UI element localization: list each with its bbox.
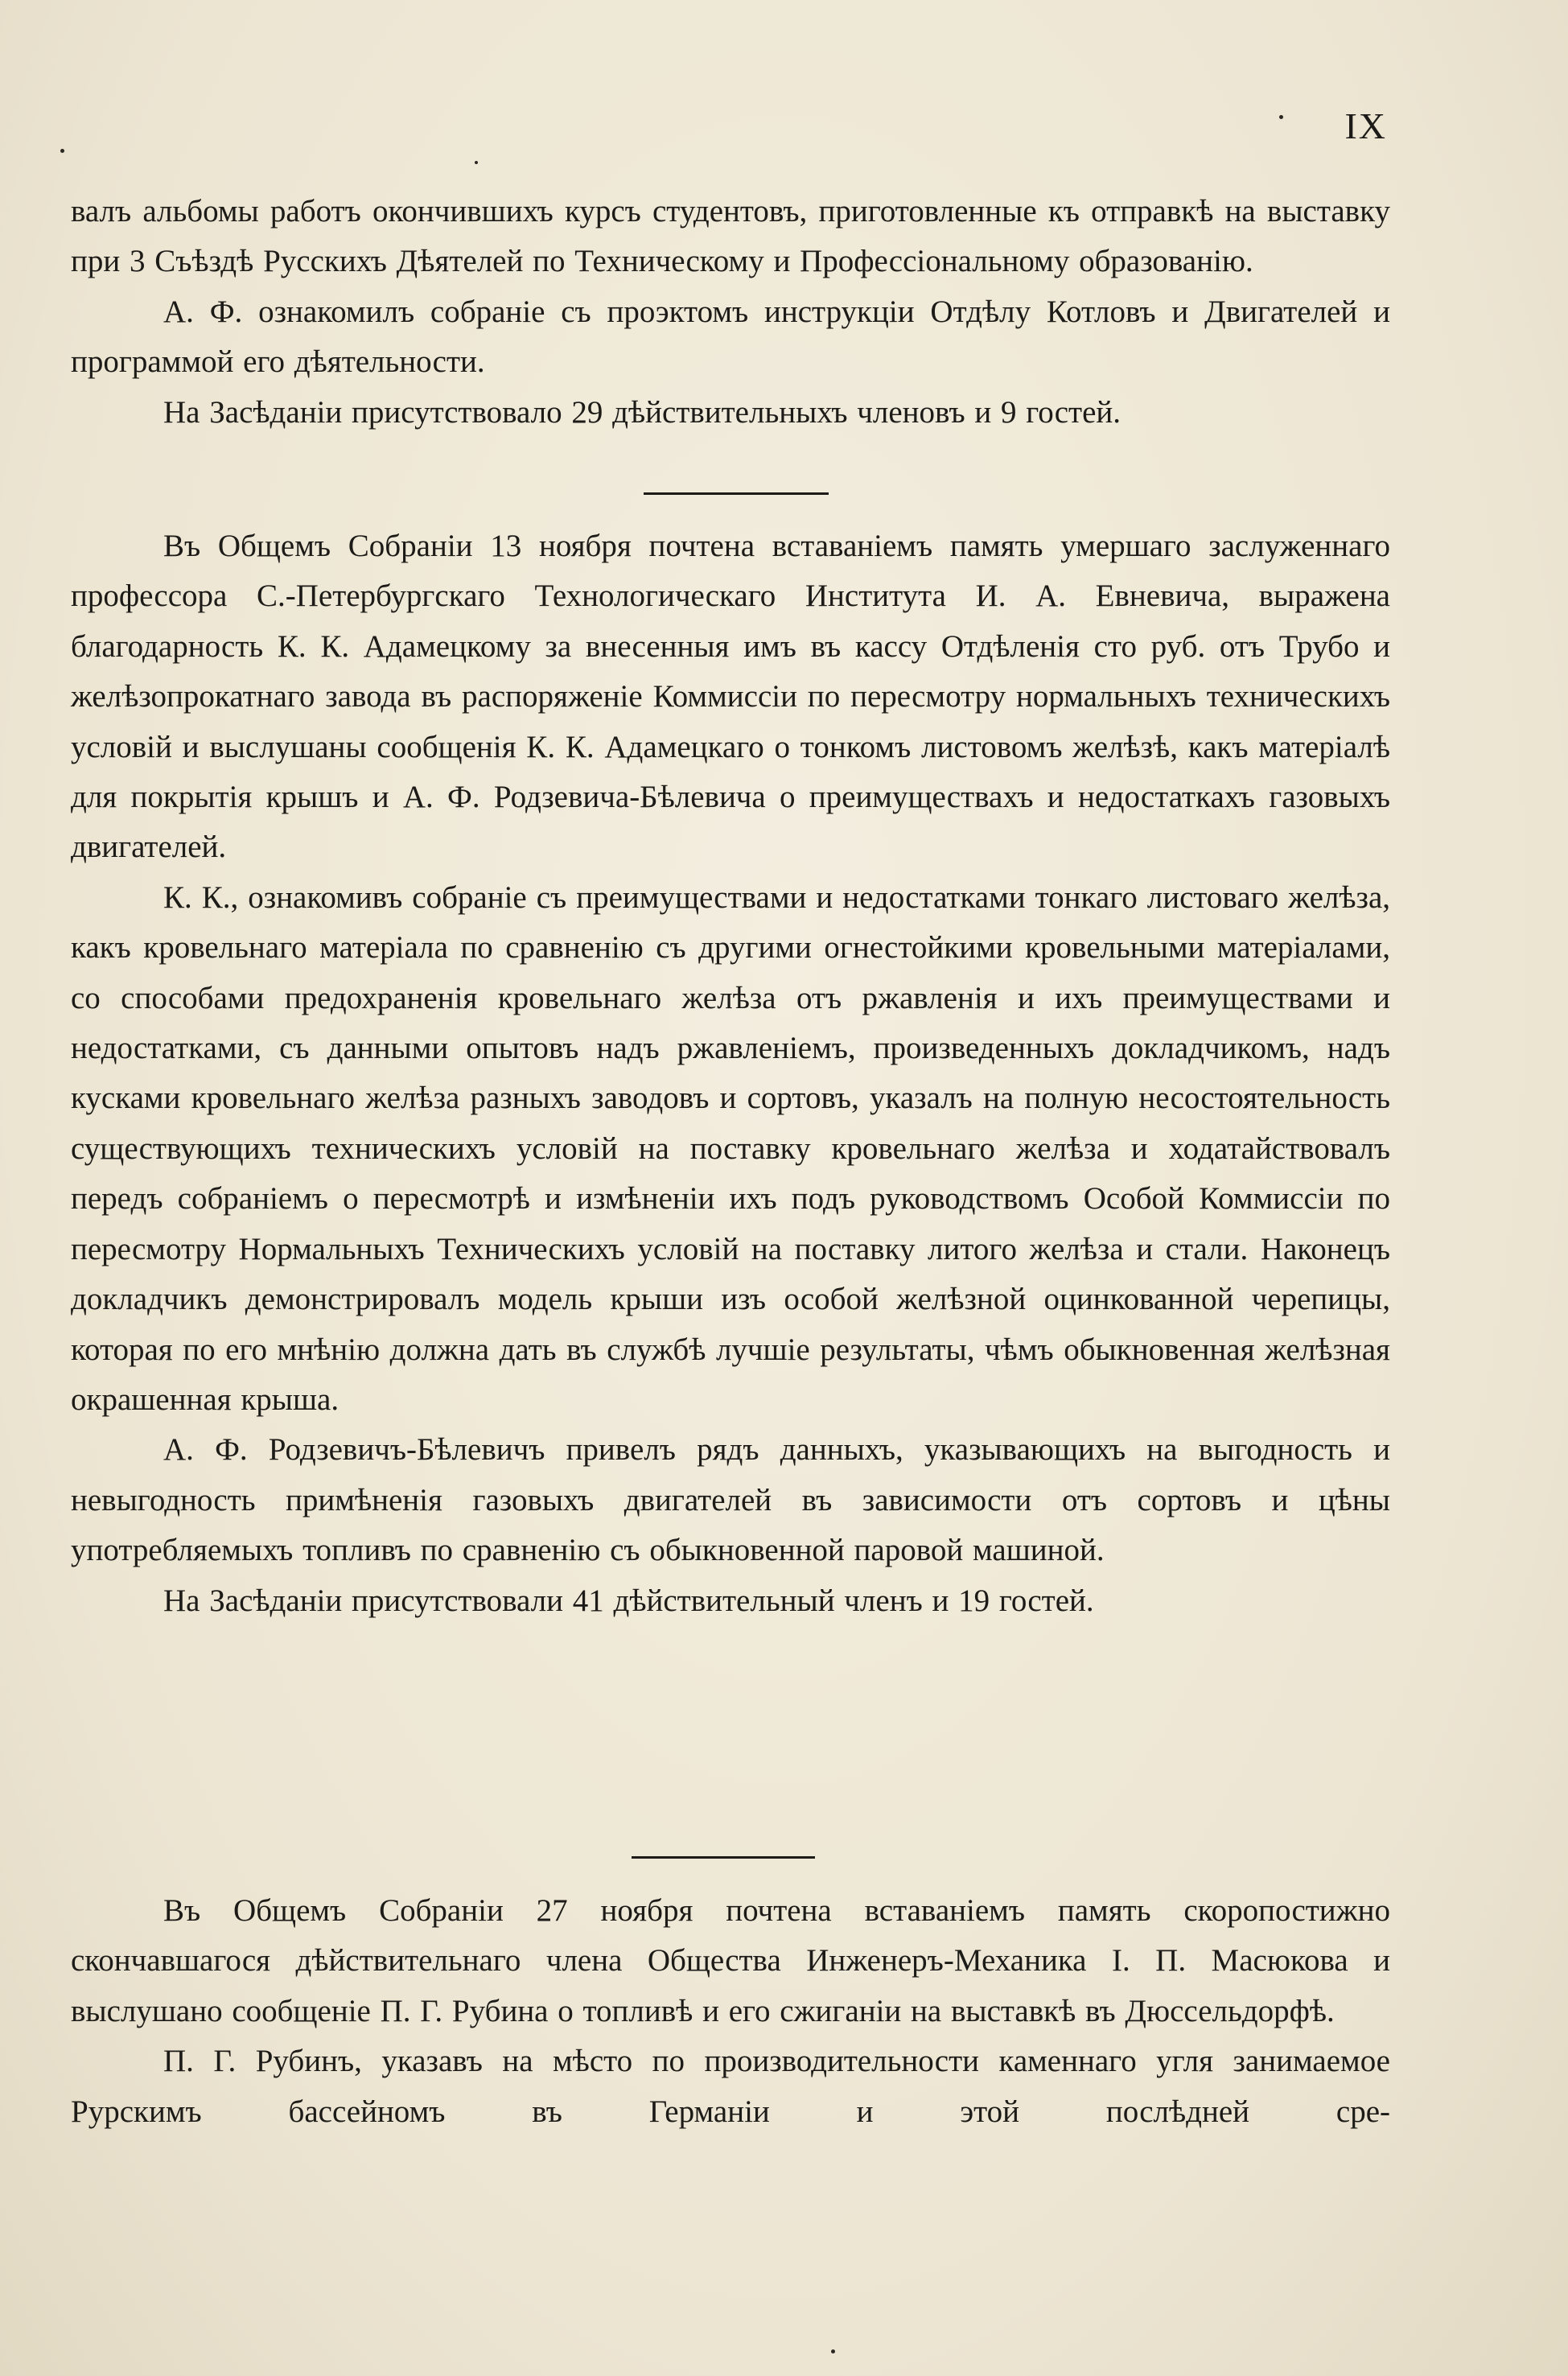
- paragraph: А. Ф. ознакомилъ собраніе съ проэктомъ инструкціи Отдѣлу Котловъ и Двигателей и программой его дѣятельности.: [71, 294, 1390, 380]
- print-speck: [1279, 115, 1283, 119]
- attendance-note: На Засѣданіи присутствовало 29 дѣйствительныхъ членовъ и 9 гостей.: [163, 394, 1121, 430]
- paragraph: А. Ф. Родзевичъ-Бѣлевичъ привелъ рядъ данныхъ, указывающихъ на выгодность и невыгодность примѣненія газовыхъ двигателей въ зависимости отъ сортовъ и цѣны употребляемыхъ топливъ по сравненію съ обыкновенной паровой машиной.: [71, 1432, 1390, 1568]
- paragraph: Въ Общемъ Собраніи 13 ноября почтена вставаніемъ память умершаго заслуженнаго профессора С.-Петербургскаго Технологическаго Института И. А. Евневича, выражена благодарность К. К. Адамецкому за внесенныя имъ въ кассу Отдѣленія сто руб. отъ Трубо и желѣзопрокатнаго завода въ распоряженіе Коммиссіи по пересмотру нормальныхъ техническихъ условій и выслушаны сообщенія К. К. Адамецкаго о тонкомъ листовомъ желѣзѣ, какъ матеріалѣ для покрытія крышъ и А. Ф. Родзевича-Бѣлевича о преимуществахъ и недостаткахъ газовыхъ двигателей.: [71, 529, 1390, 865]
- paragraph: К. К., ознакомивъ собраніе съ преимуществами и недостатками тонкаго листоваго желѣза, какъ кровельнаго матеріала по сравненію съ другими огнестойкими кровельными матеріалами, со способами предохраненія кровельнаго желѣза отъ ржавленія и ихъ преимуществами и недостатками, съ данными опытовъ надъ ржавленіемъ, произведенныхъ докладчикомъ, надъ кусками кровельнаго желѣза разныхъ заводовъ и сортовъ, указалъ на полную несостоятельность существующихъ техническихъ условій на поставку кровельнаго желѣза и ходатайствовалъ передъ собраніемъ о пересмотрѣ и измѣненіи ихъ подъ руководствомъ Особой Коммиссіи по пересмотру Нормальныхъ Техническихъ условій на поставку литого желѣза и стали. Наконецъ докладчикъ демонстрировалъ модель крыши изъ особой желѣзной оцинкованной черепицы, которая по его мнѣнію должна дать въ службѣ лучшіе результаты, чѣмъ обыкновенная желѣзная окрашенная крыша.: [71, 879, 1390, 1417]
- print-speck: [475, 161, 478, 164]
- section-2: [71, 521, 1390, 1626]
- paragraph-continuation: валъ альбомы работъ окончившихъ курсъ студентовъ, приготовленные къ отправкѣ на выставку при 3 Съѣздѣ Русскихъ Дѣятелей по Техническому и Профессіональному образованію.: [71, 194, 1390, 279]
- section-divider: [632, 1856, 815, 1859]
- print-speck: [60, 149, 64, 153]
- page-number: IX: [1344, 105, 1387, 146]
- section-3: [71, 1886, 1390, 2137]
- attendance-note: На Засѣданіи присутствовали 41 дѣйствительный членъ и 19 гостей.: [163, 1583, 1094, 1618]
- print-speck: [831, 2349, 835, 2353]
- section-1: [71, 187, 1390, 438]
- section-divider: [644, 492, 829, 495]
- paragraph: Въ Общемъ Собраніи 27 ноября почтена вставаніемъ память скоропостижно скончавшагося дѣйствительнаго члена Общества Инженеръ-Механика І. П. Масюкова и выслушано сообщеніе П. Г. Рубина о топливѣ и его сжиганіи на выставкѣ въ Дюссельдорфѣ.: [71, 1893, 1390, 2028]
- paragraph-continues: П. Г. Рубинъ, указавъ на мѣсто по производительности каменнаго угля занимаемое Рурскимъ бассейномъ въ Германіи и этой послѣдней сре-: [71, 2044, 1390, 2129]
